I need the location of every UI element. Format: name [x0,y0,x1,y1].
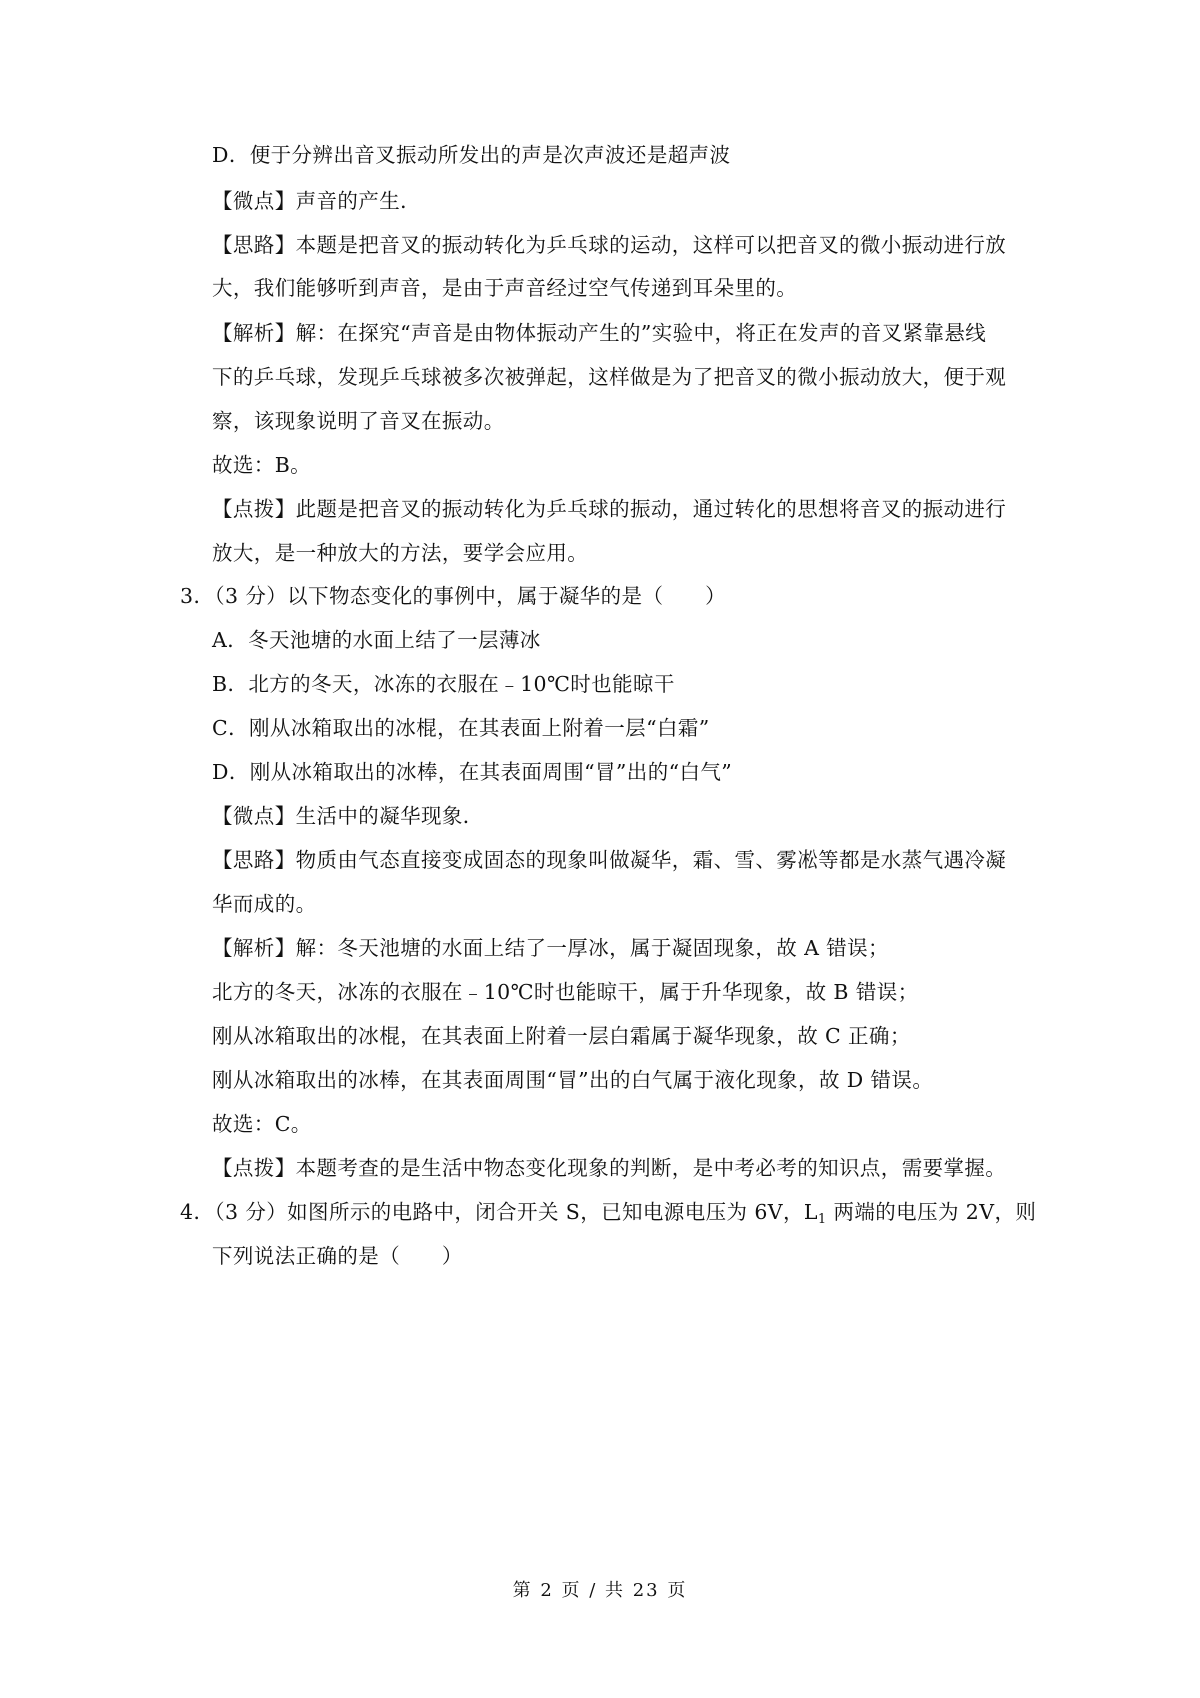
q2-tip-line-2: 放大，是一种放大的方法，要学会应用。 [212,541,589,565]
q2-analysis-line-2: 下的乒乓球，发现乒乓球被多次被弹起，这样做是为了把音叉的微小振动放大，便于观 [212,365,1007,389]
q2-analysis-line-3: 察，该现象说明了音叉在振动。 [212,409,505,433]
q3-option-a: A．冬天池塘的水面上结了一层薄冰 [212,628,541,652]
q2-tip-line-1: 【点拨】此题是把音叉的振动转化为乒乓球的振动，通过转化的思想将音叉的振动进行 [212,497,1007,521]
q4-stem-line-1 [180,1197,1036,1227]
q2-thought-line-2: 大，我们能够听到声音，是由于声音经过空气传递到耳朵里的。 [212,276,798,300]
q4-stem-line-2: 下列说法正确的是（ ） [212,1244,463,1268]
q3-analysis-line-4: 刚从冰箱取出的冰棒，在其表面周围“冒”出的白气属于液化现象，故 D 错误。 [212,1068,934,1092]
q3-thought-line-1: 【思路】物质由气态直接变成固态的现象叫做凝华，霜、雪、雾凇等都是水蒸气遇冷凝 [212,848,1007,872]
page-footer: 第 2 页 / 共 23 页 [512,1580,688,1601]
q3-analysis-line-3: 刚从冰箱取出的冰棍，在其表面上附着一层白霜属于凝华现象，故 C 正确； [212,1024,911,1048]
q3-tip: 【点拨】本题考查的是生活中物态变化现象的判断，是中考必考的知识点，需要掌握。 [212,1156,1007,1180]
q2-analysis-line-1: 【解析】解：在探究“声音是由物体振动产生的”实验中，将正在发声的音叉紧靠悬线 [212,321,987,345]
q3-answer: 故选：C。 [212,1112,312,1136]
q3-option-b: B．北方的冬天，冰冻的衣服在﹣10℃时也能晾干 [212,672,675,696]
q4-stem-suffix: 两端的电压为 2V，则 [826,1200,1037,1224]
q2-micro-point: 【微点】声音的产生． [212,189,421,213]
q3-stem: 3．（3 分）以下物态变化的事例中，属于凝华的是（ ） [180,584,727,608]
q3-micro-point: 【微点】生活中的凝华现象． [212,804,484,828]
q3-analysis-line-2: 北方的冬天，冰冻的衣服在﹣10℃时也能晾干，属于升华现象，故 B 错误； [212,980,919,1004]
q2-option-d: D．便于分辨出音叉振动所发出的声是次声波还是超声波 [212,143,731,167]
q4-stem-prefix: 4．（3 分）如图所示的电路中，闭合开关 S，已知电源电压为 6V，L [180,1200,818,1224]
q3-option-d: D．刚从冰箱取出的冰棒，在其表面周围“冒”出的“白气” [212,760,733,784]
q3-option-c: C．刚从冰箱取出的冰棍，在其表面上附着一层“白霜” [212,716,710,740]
q3-thought-line-2: 华而成的。 [212,892,317,916]
q4-stem-subscript: 1 [817,1212,827,1227]
q2-answer: 故选：B。 [212,453,312,477]
q3-analysis-line-1: 【解析】解：冬天池塘的水面上结了一厚冰，属于凝固现象，故 A 错误； [212,936,889,960]
q2-thought-line-1: 【思路】本题是把音叉的振动转化为乒乓球的运动，这样可以把音叉的微小振动进行放 [212,233,1007,257]
